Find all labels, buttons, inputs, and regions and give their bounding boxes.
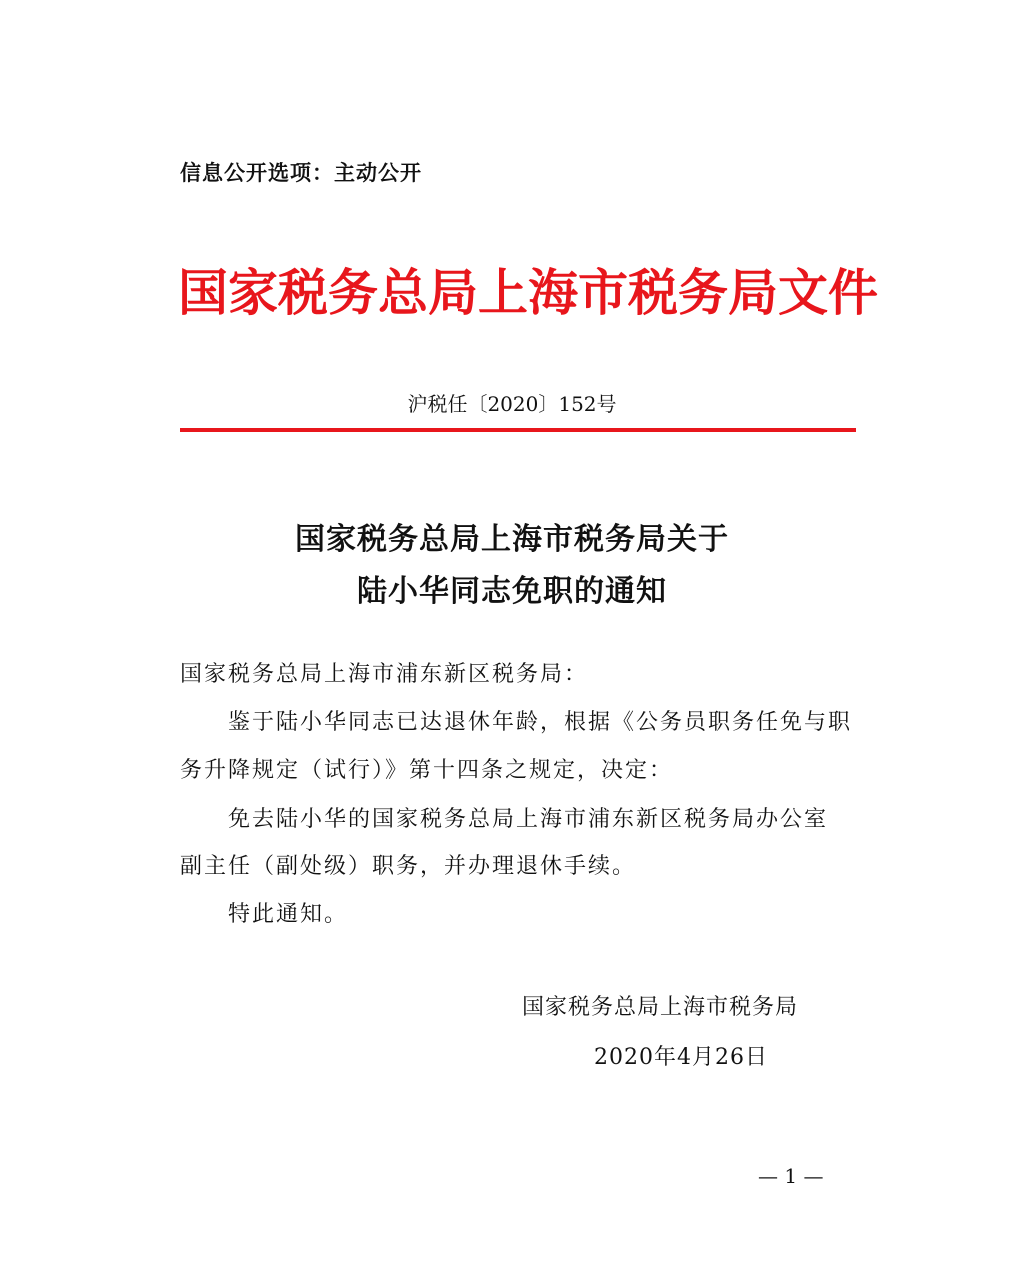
document-masthead: 国家税务总局上海市税务局文件 bbox=[178, 263, 878, 322]
signature-date: 2020年4月26日 bbox=[594, 1045, 768, 1070]
document-number: 沪税任〔2020〕152号 bbox=[407, 392, 617, 416]
paragraph-2-line-2: 副主任（副处级）职务，并办理退休手续。 bbox=[180, 854, 637, 879]
document-title-line-2: 陆小华同志免职的通知 bbox=[357, 574, 667, 609]
signature-organization: 国家税务总局上海市税务局 bbox=[522, 995, 799, 1020]
closing-phrase: 特此通知。 bbox=[228, 902, 349, 927]
page-number: — 1 — bbox=[758, 1164, 824, 1188]
paragraph-1-line-1: 鉴于陆小华同志已达退休年龄，根据《公务员职务任免与职 bbox=[228, 710, 853, 735]
disclosure-option: 信息公开选项：主动公开 bbox=[180, 161, 422, 185]
paragraph-1-line-2: 务升降规定（试行）》第十四条之规定，决定： bbox=[180, 758, 674, 783]
addressee: 国家税务总局上海市浦东新区税务局： bbox=[180, 662, 589, 687]
red-divider-line bbox=[180, 428, 856, 432]
document-title-line-1: 国家税务总局上海市税务局关于 bbox=[295, 522, 729, 557]
paragraph-2-line-1: 免去陆小华的国家税务总局上海市浦东新区税务局办公室 bbox=[228, 807, 829, 832]
